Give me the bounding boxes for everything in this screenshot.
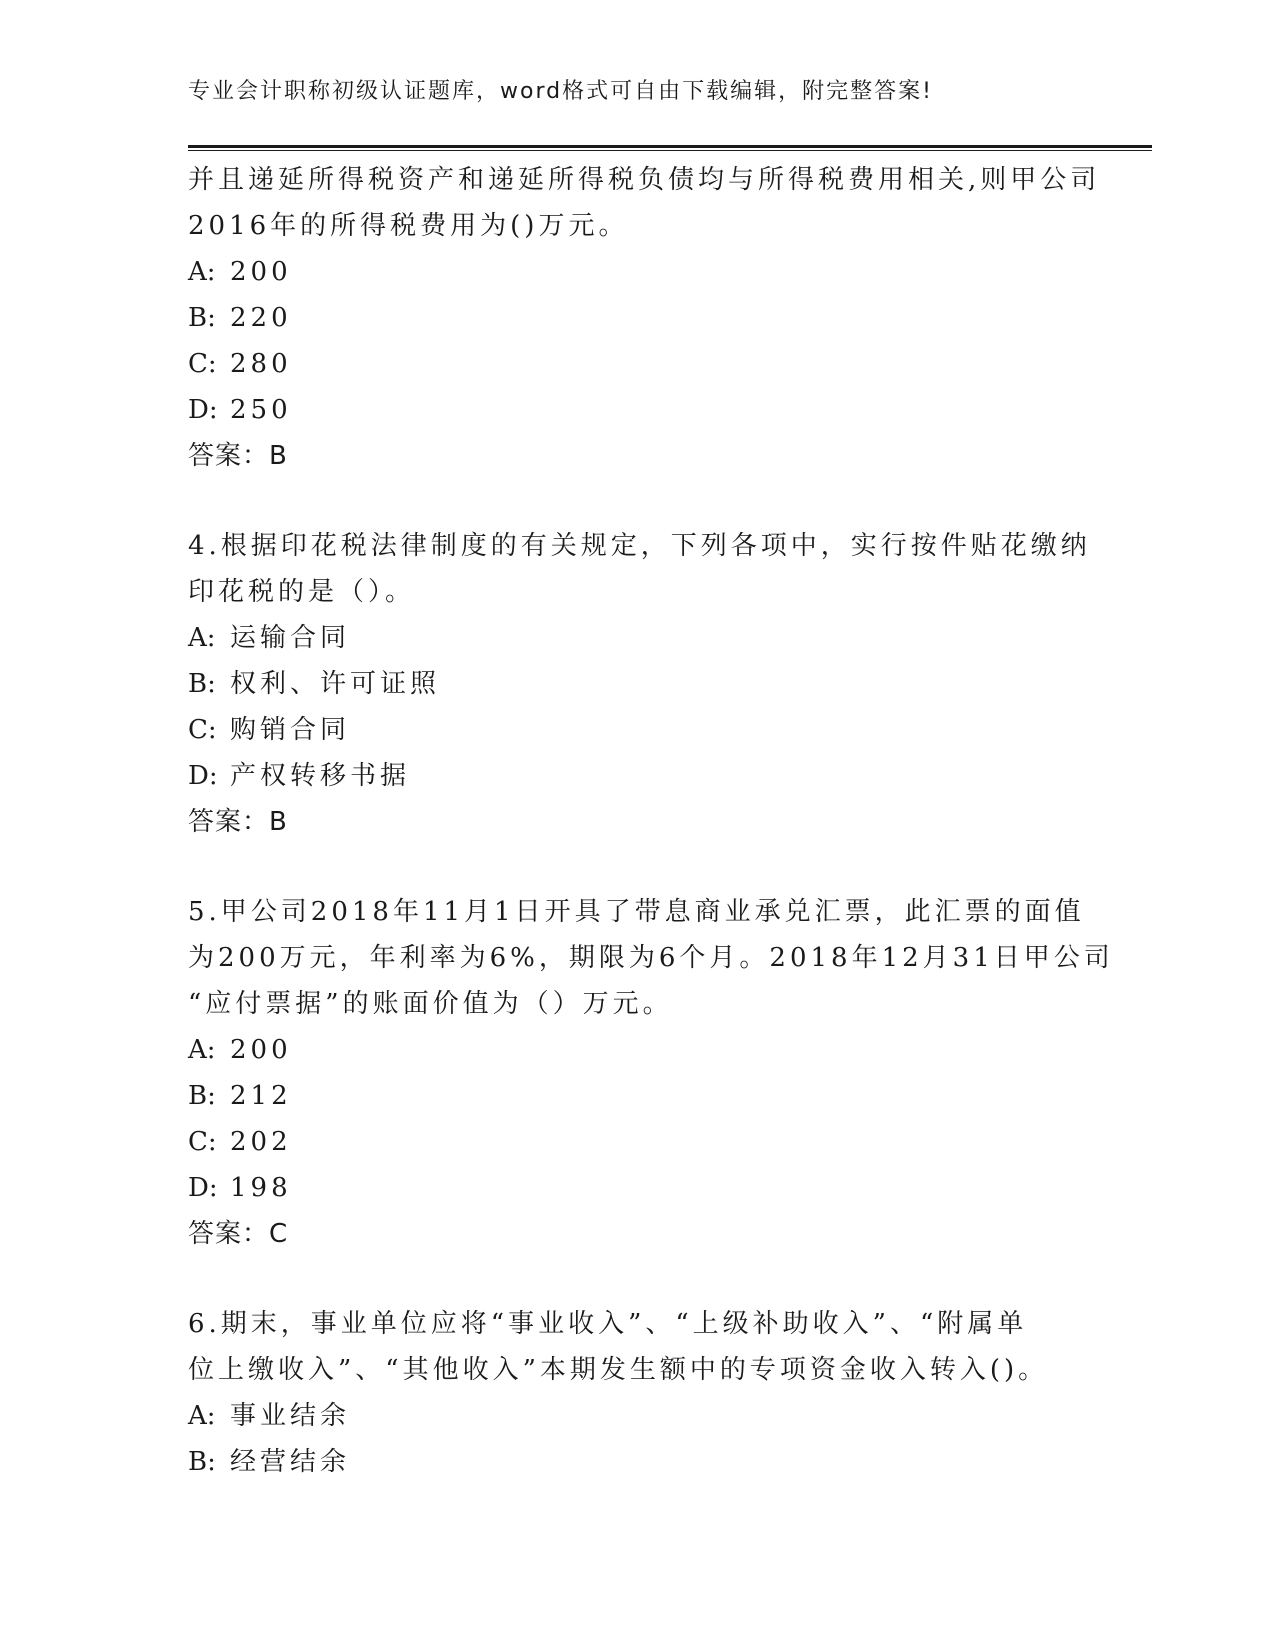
option-text: 198 <box>230 1173 292 1203</box>
question-text: 5.甲公司2018年11月1日开具了带息商业承兑汇票，此汇票的面值 <box>188 897 1085 927</box>
question-text: 为200万元，年利率为6%，期限为6个月。2018年12月31日甲公司 <box>188 943 1114 973</box>
option-letter: D: <box>188 761 218 791</box>
option-d <box>188 387 1088 433</box>
option-c <box>188 1119 1088 1165</box>
question-text: 位上缴收入”、“其他收入”本期发生额中的专项资金收入转入()。 <box>188 1355 1049 1385</box>
question-5 <box>188 889 1114 1257</box>
option-text: 212 <box>230 1081 292 1111</box>
option-letter: B: <box>188 1081 216 1111</box>
option-b <box>188 661 1088 707</box>
option-a <box>188 1393 1088 1439</box>
question-4 <box>188 523 1091 845</box>
option-letter: C: <box>188 1127 217 1157</box>
question-text: “应付票据”的账面价值为（）万元。 <box>188 989 673 1019</box>
header-rule-thick <box>188 145 1152 148</box>
option-b <box>188 295 1088 341</box>
answer-line: 答案：C <box>188 1219 289 1249</box>
option-c <box>188 341 1088 387</box>
question-3 <box>188 157 1101 479</box>
option-letter: D: <box>188 1173 218 1203</box>
question-text: 6.期末，事业单位应将“事业收入”、“上级补助收入”、“附属单 <box>188 1309 1028 1339</box>
spacer <box>188 845 1088 889</box>
question-text: 4.根据印花税法律制度的有关规定，下列各项中，实行按件贴花缴纳 <box>188 531 1091 561</box>
option-letter: A: <box>188 623 216 653</box>
option-text: 运输合同 <box>230 623 351 653</box>
option-b <box>188 1073 1088 1119</box>
option-letter: B: <box>188 303 216 333</box>
option-d <box>188 753 1088 799</box>
option-letter: C: <box>188 715 217 745</box>
option-text: 购销合同 <box>230 715 351 745</box>
option-b <box>188 1439 1088 1485</box>
option-letter: C: <box>188 349 217 379</box>
answer-line: 答案：B <box>188 441 288 471</box>
option-c <box>188 707 1088 753</box>
option-letter: A: <box>188 257 216 287</box>
question-text: 并且递延所得税资产和递延所得税负债均与所得税费用相关,则甲公司 <box>188 165 1101 195</box>
answer-line: 答案：B <box>188 807 288 837</box>
option-text: 200 <box>230 257 292 287</box>
question-6 <box>188 1301 1088 1485</box>
question-text: 2016年的所得税费用为()万元。 <box>188 211 629 241</box>
option-text: 250 <box>230 395 292 425</box>
option-text: 202 <box>230 1127 292 1157</box>
option-text: 220 <box>230 303 292 333</box>
option-a <box>188 615 1088 661</box>
option-text: 权利、许可证照 <box>230 669 441 699</box>
option-text: 280 <box>230 349 292 379</box>
header-rule-thin <box>188 150 1152 151</box>
option-letter: B: <box>188 1447 216 1477</box>
option-letter: D: <box>188 395 218 425</box>
option-text: 经营结余 <box>230 1447 351 1477</box>
option-letter: A: <box>188 1035 216 1065</box>
question-list <box>188 157 1114 1485</box>
option-letter: A: <box>188 1401 216 1431</box>
option-a <box>188 249 1088 295</box>
spacer <box>188 479 1088 523</box>
option-text: 200 <box>230 1035 292 1065</box>
spacer <box>188 1257 1088 1301</box>
option-text: 产权转移书据 <box>230 761 411 791</box>
option-d <box>188 1165 1088 1211</box>
page-header: 专业会计职称初级认证题库，word格式可自由下载编辑，附完整答案! <box>188 79 933 104</box>
question-text: 印花税的是（）。 <box>188 577 416 607</box>
option-text: 事业结余 <box>230 1401 351 1431</box>
option-letter: B: <box>188 669 216 699</box>
option-a <box>188 1027 1088 1073</box>
